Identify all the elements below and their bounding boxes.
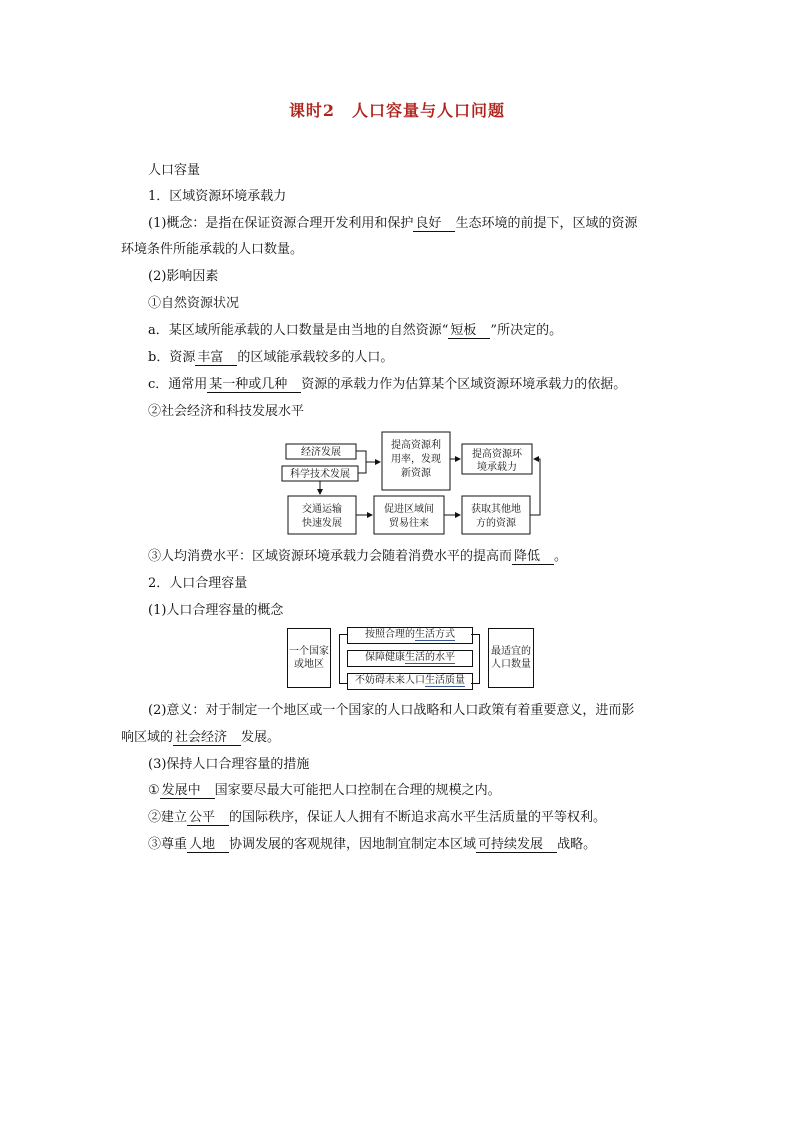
economy-heading: ②社会经济和科技发展水平 [148, 404, 305, 419]
answer-blank: 降低 [512, 549, 554, 565]
label-optimal-1: 最适宜的 [491, 646, 531, 657]
factors-flow-diagram [280, 428, 550, 540]
measure-2: ②建立 公平 的国际秩序，保证人人拥有不断追求高水平生活质量的平等权利。 [148, 810, 607, 825]
label-raise-1: 提高资源利 [391, 440, 441, 451]
label-transport-1: 交通运输 [302, 504, 342, 515]
measure-1: ① 发展中 国家要尽最大可能把人口控制在合理的规模之内。 [148, 783, 501, 798]
label-raise-2: 用率，发现 [391, 454, 441, 465]
answer-blank: 可持续发展 [476, 837, 557, 853]
label-obtain-2: 方的资源 [476, 518, 516, 529]
measure-3: ③尊重 人地 协调发展的客观规律，因地制宜制定本区域 可持续发展 战略。 [148, 837, 597, 852]
answer-blank: 社会经济 [173, 730, 241, 746]
label-science: 科学技术发展 [290, 469, 350, 480]
answer-blank: 短板 [448, 323, 490, 339]
consumption-line: ③人均消费水平：区域资源环境承载力会随着消费水平的提高而 降低 。 [148, 549, 568, 564]
label-obtain-1: 获取其他地 [471, 504, 521, 515]
item-a: a．某区域所能承载的人口数量是由当地的自然资源“ 短板 ”所决定的。 [148, 323, 563, 338]
factors-heading: (2)影响因素 [148, 269, 219, 284]
label-country-1: 一个国家 [289, 646, 329, 657]
answer-blank: 良好 [413, 216, 455, 232]
box-future: 不妨碍未来人口生活质量 [347, 673, 473, 690]
box-health: 保障健康生活的水平 [347, 650, 473, 667]
label-capacity-2: 境承载力 [477, 462, 517, 473]
subsection-heading: 1．区域资源环境承载力 [148, 189, 287, 204]
label-trade-1: 促进区域间 [384, 504, 434, 515]
box-country [287, 628, 331, 688]
box-lifestyle: 按照合理的生活方式 [347, 627, 473, 644]
item-c: c．通常用 某一种或几种 资源的承载力作为估算某个区域资源环境承载力的依据。 [148, 377, 627, 392]
box-optimal [488, 628, 534, 688]
answer-blank: 人地 [187, 837, 229, 853]
significance-line-cont: 响区域的 社会经济 发展。 [121, 730, 281, 745]
measures-heading: (3)保持人口合理容量的措施 [148, 757, 310, 772]
label-transport-2: 快速发展 [302, 518, 342, 529]
label-raise-3: 新资源 [401, 468, 431, 479]
answer-blank: 某一种或几种 [207, 377, 301, 393]
section-heading: 人口容量 [148, 163, 201, 178]
significance-line: (2)意义：对于制定一个地区或一个国家的人口战略和人口政策有着重要意义，进而影 [148, 703, 635, 718]
bracket-right [471, 634, 480, 684]
label-country-2: 或地区 [294, 659, 324, 670]
answer-blank: 发展中 [160, 783, 215, 799]
answer-blank: 公平 [187, 810, 229, 826]
concept-line-cont: 环境条件所能承载的人口数量。 [121, 242, 304, 257]
concept-heading-2: (1)人口合理容量的概念 [148, 603, 284, 618]
subsection-heading-2: 2．人口合理容量 [148, 576, 248, 591]
natural-resources-heading: ①自然资源状况 [148, 296, 240, 311]
item-b: b．资源 丰富 的区域能承载较多的人口。 [148, 350, 394, 365]
label-economy: 经济发展 [301, 447, 341, 458]
label-trade-2: 贸易往来 [389, 518, 429, 529]
label-optimal-2: 人口数量 [491, 659, 531, 670]
reasonable-capacity-diagram [287, 626, 535, 692]
concept-line: (1)概念：是指在保证资源合理开发利用和保护 良好 生态环境的前提下，区域的资源 [148, 216, 638, 231]
label-capacity-1: 提高资源环 [472, 449, 522, 460]
answer-blank: 丰富 [195, 350, 237, 366]
page-title: 课时2 人口容量与人口问题 [288, 101, 506, 120]
